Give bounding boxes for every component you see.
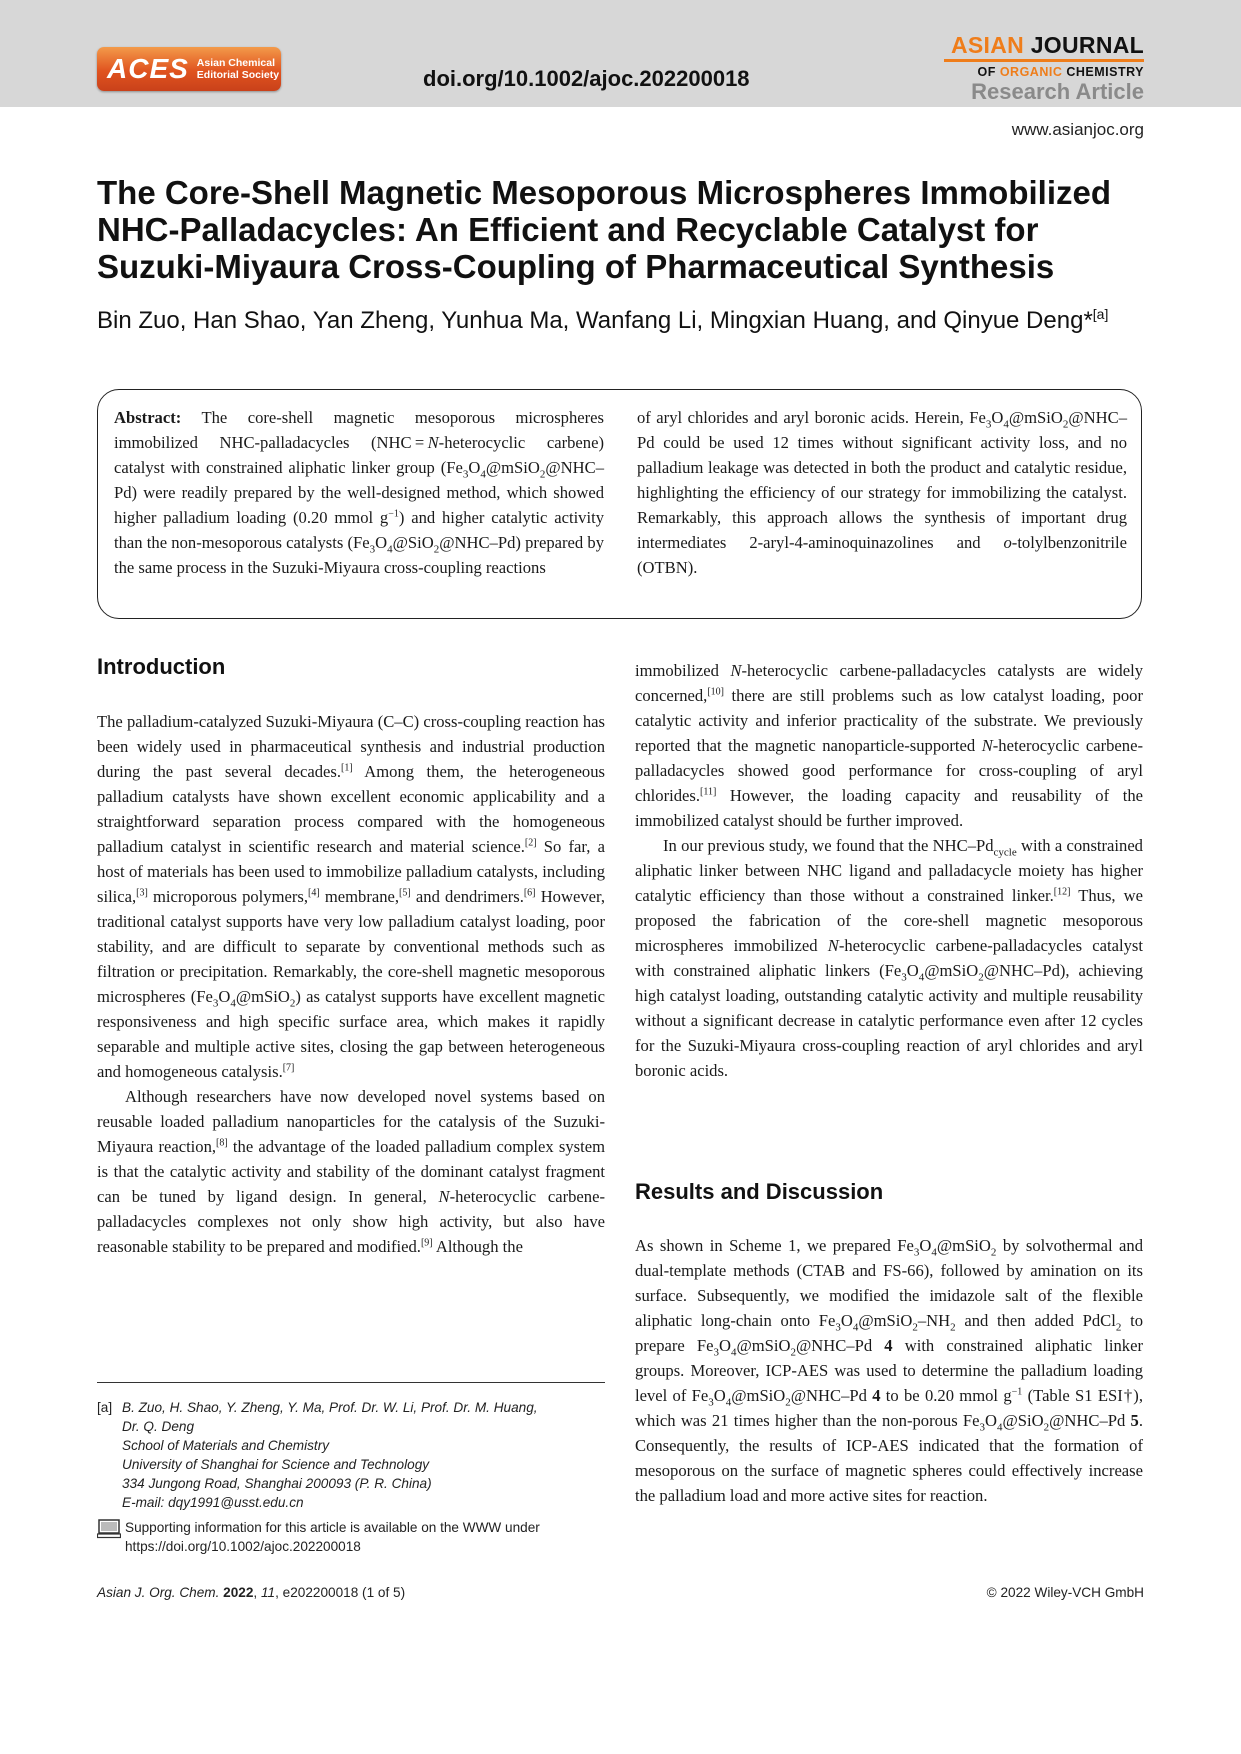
citation-link[interactable]: [12]: [1053, 886, 1071, 898]
publisher-logo[interactable]: [97, 47, 281, 91]
abstract-label: Abstract:: [114, 408, 182, 427]
article-title: The Core-Shell Magnetic Mesoporous Microspheres Immobilized NHC-Palladacycles: An Efficient and Recyclable Catalyst for Suzuki-Miyaura Cross-Coupling of Pharmaceutical Synthesis: [97, 174, 1112, 285]
citation-link[interactable]: [9]: [420, 1237, 433, 1249]
citation-footer: Asian J. Org. Chem. 2022, 11, e202200018 (1 of 5): [97, 1585, 406, 1600]
citation-link[interactable]: [8]: [216, 1137, 228, 1149]
journal-rule: [944, 59, 1144, 62]
abstract-left-column: Abstract: The core-shell magnetic mesoporous microspheres immobilized NHC-palladacycles (NHC = N-heterocyclic carbene) catalyst with constrained aliphatic linker group $(Fe_3O_4@mSiO_2@NHC-Pd)$ were readily prepared by the well-designed method, which showed higher palladium loading (0.20 mmol g$^{-1}$) and higher catalytic activity than the non-mesoporous catalysts $(Fe_3O_4@SiO_2@NHC-Pd)$ prepared by the same process in the Suzuki-Miyaura cross-coupling reactions: [114, 408, 604, 577]
article-type: Research Article: [971, 79, 1144, 104]
citation-link[interactable]: [10]: [707, 686, 724, 698]
journal-logo[interactable]: [944, 33, 1144, 104]
right-column-body: [635, 658, 1143, 1083]
citation-link[interactable]: [6]: [523, 887, 536, 899]
author-email-link[interactable]: E-mail: dqy1991@usst.edu.cn: [122, 1495, 304, 1510]
supporting-info-link[interactable]: Supporting information for this article is available on the WWW under https://doi.org/10.1002/ajoc.202200018: [125, 1520, 540, 1554]
journal-website-link[interactable]: www.asianjoc.org: [1011, 120, 1144, 139]
citation-link[interactable]: [1]: [341, 762, 353, 774]
results-body: [635, 1233, 1143, 1508]
journal-subname: OF ORGANIC CHEMISTRY: [977, 65, 1144, 79]
supporting-info-note: [97, 1518, 605, 1556]
citation-link[interactable]: [11]: [699, 786, 717, 798]
copyright: © 2022 Wiley-VCH GmbH: [986, 1585, 1144, 1600]
intro-paragraph-2: Although researchers have now developed novel systems based on reusable loaded palladium nanoparticles for the catalysis of the Suzuki-Miyaura reaction,[8] the advantage of the loaded palladium complex system is that the catalytic activity and stability of the dominant catalyst fragment can be tuned by ligand design. In general, N-heterocyclic carbene-palladacycles complexes not only show high activity, but also have reasonable stability to be prepared and modified.[9] Although the: [97, 1087, 605, 1256]
right-paragraph-1: immobilized N-heterocyclic carbene-palladacycles catalysts are widely concerned,[10] there are still problems such as low catalyst loading, poor catalytic activity and inferior practicality of the substrate. We previously reported that the magnetic nanoparticle-supported N-heterocyclic carbene-palladacycles showed good performance for cross-coupling of aryl chlorides.[11] However, the loading capacity and reusability of the immobilized catalyst should be further improved.: [635, 661, 1143, 830]
computer-icon: [97, 1519, 121, 1539]
introduction-body: [97, 709, 605, 1259]
author-list: Bin Zuo, Han Shao, Yan Zheng, Yunhua Ma, Wanfang Li, Mingxian Huang, and Qinyue Deng*[a]: [97, 306, 1109, 334]
doi-link[interactable]: doi.org/10.1002/ajoc.202200018: [423, 66, 750, 91]
abstract-right-column: of aryl chlorides and aryl boronic acids. Herein, $Fe_3O_4@mSiO_2@NHC-Pd$ could be used 12 times without significant activity loss, and no palladium leakage was detected in both the product and catalytic residue, highlighting the efficiency of our strategy for immobilizing the catalyst. Remarkably, this approach allows the synthesis of important drug intermediates 2-aryl-4-aminoquinazolines and o-tolylbenzonitrile (OTBN).: [637, 408, 1127, 577]
footnote-tag: [a]: [97, 1400, 113, 1415]
citation-link[interactable]: [5]: [399, 887, 411, 899]
citation-link[interactable]: [2]: [524, 837, 537, 849]
results-heading: Results and Discussion: [635, 1179, 884, 1204]
publisher-logo-text: ACES: [107, 53, 189, 84]
affiliation-footnote: [a] B. Zuo, H. Shao, Y. Zheng, Y. Ma, Prof. Dr. W. Li, Prof. Dr. M. Huang, Dr. Q. Deng School of Materials and Chemistry University of Shanghai for Science and Technology 334 Jungong Road, Shanghai 200093 (P. R. China) E-mail: dqy1991@usst.edu.cn: [97, 1400, 538, 1510]
right-paragraph-2: In our previous study, we found that the NHC–$Pd_{cycle}$ with a constrained aliphatic linker between NHC ligand and palladacycle moiety has higher catalytic efficiency than those without a constrained linker.[12] Thus, we proposed the fabrication of the core-shell magnetic mesoporous microspheres immobilized N-heterocyclic carbene-palladacycles catalyst with constrained aliphatic linkers $(Fe_3O_4@mSiO_2@NHC-Pd)$, achieving high catalyst loading, outstanding catalytic activity and multiple reusability without a significant decrease in catalytic performance even after 12 cycles for the Suzuki-Miyaura cross-coupling reaction of aryl chlorides and aryl boronic acids.: [635, 836, 1144, 1080]
citation-link[interactable]: [7]: [282, 1062, 295, 1074]
publisher-logo-subtitle: Asian Chemical Editorial Society: [196, 57, 280, 81]
journal-name: ASIAN JOURNAL: [950, 32, 1144, 58]
results-paragraph-1: As shown in Scheme 1, we prepared $Fe_3O_4@mSiO_2$ by solvothermal and dual-template methods (CTAB and FS-66), followed by amination on its surface. Subsequently, we modified the imidazole salt of the flexible aliphatic long-chain onto $Fe_3O_4@mSiO_2-NH_2$ and then added PdCl$_2$ to prepare $Fe_3O_4@mSiO_2@NHC-Pd$ 4 with constrained aliphatic linker groups. Moreover, ICP-AES was used to determine the palladium loading level of $Fe_3O_4@mSiO_2@NHC-Pd$ 4 to be 0.20 mmol g$^{-1}$ (Table S1 ESI†), which was 21 times higher than the non-porous $Fe_3O_4@SiO_2@NHC-Pd$ 5. Consequently, the results of ICP-AES indicated that the formation of mesoporous on the surface of magnetic spheres could effectively increase the palladium load and more active sites for reaction.: [635, 1236, 1144, 1505]
citation-link[interactable]: [3]: [136, 887, 148, 899]
introduction-heading: Introduction: [97, 654, 226, 679]
citation-link[interactable]: [4]: [308, 887, 320, 899]
intro-paragraph-1: The palladium-catalyzed Suzuki-Miyaura (C–C) cross-coupling reaction has been widely used in pharmaceutical synthesis and industrial production during the past several decades.[1] Among them, the heterogeneous palladium catalysts have shown excellent economic applicability and a straightforward separation process compared with the homogeneous palladium catalyst in scientific research and material science.[2] So far, a host of materials has been used to immobilize palladium catalysts, including silica,[3] microporous polymers,[4] membrane,[5] and dendrimers.[6] However, traditional catalyst supports have very low palladium catalyst loading, poor stability, and are difficult to separate by conventional methods such as filtration or precipitation. Remarkably, the core-shell magnetic mesoporous microspheres $(Fe_3O_4@mSiO_2)$ as catalyst supports have excellent magnetic responsiveness and high specific surface area, which makes it rapidly separable and multiple active sites, closing the gap between heterogeneous and homogeneous catalysis.[7]: [97, 712, 605, 1081]
footnote-divider: [97, 1382, 605, 1383]
